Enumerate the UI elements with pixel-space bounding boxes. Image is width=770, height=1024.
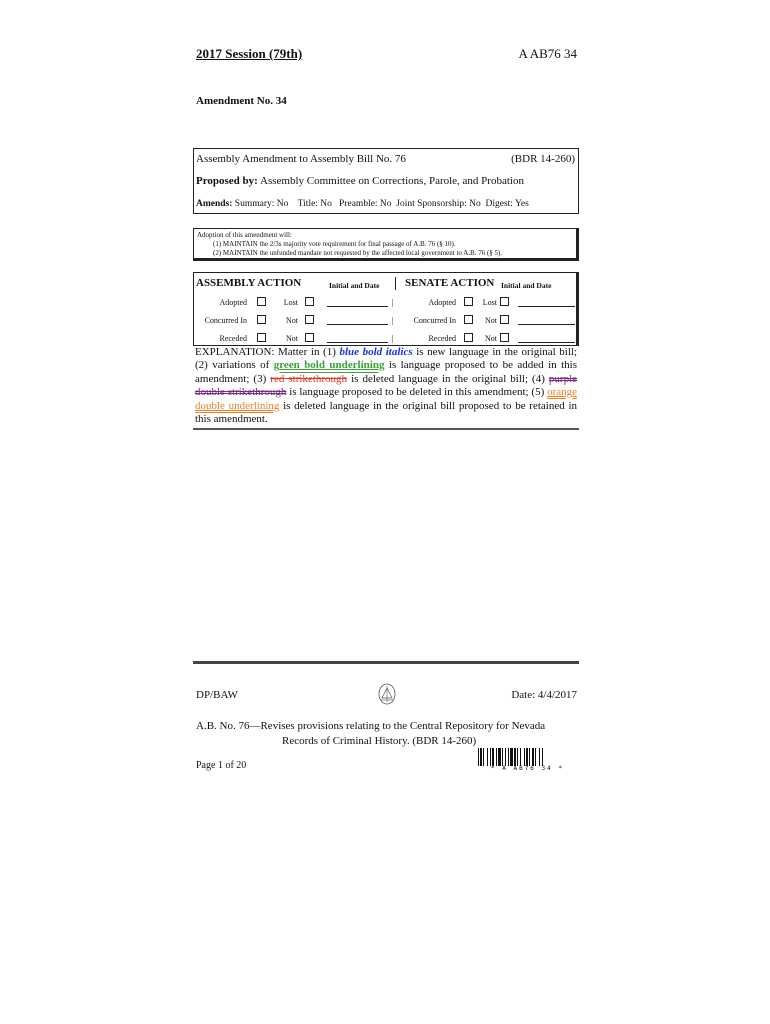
assembly-concurred-checkbox[interactable]	[257, 315, 266, 324]
senate-action-title: SENATE ACTION	[405, 277, 495, 289]
state-seal-icon	[377, 682, 397, 706]
assembly-receded-checkbox[interactable]	[257, 333, 266, 342]
barcode-icon	[478, 748, 577, 766]
explanation-text: is deleted language in the original bill; (4)	[347, 372, 549, 385]
senate-row-not2-label: Not	[485, 334, 497, 343]
senate-lost-checkbox[interactable]	[500, 297, 509, 306]
drafter-initials: DP/BAW	[196, 689, 238, 701]
assembly-not2-checkbox[interactable]	[305, 333, 314, 342]
senate-row-adopted-label: Adopted	[428, 298, 456, 307]
senate-row-concurred-label: Concurred In	[413, 316, 456, 325]
action-table	[193, 272, 579, 346]
summary-line-2: Records of Criminal History. (BDR 14-260)	[282, 735, 477, 747]
senate-initial-line[interactable]	[518, 306, 575, 307]
assembly-initial-line[interactable]	[327, 342, 388, 343]
senate-initial-line[interactable]	[518, 342, 575, 343]
amends-label: Amends:	[196, 199, 233, 209]
senate-initial-line[interactable]	[518, 324, 575, 325]
explanation-paragraph	[195, 346, 577, 426]
explanation-text: is language proposed to be deleted in this amendment; (5)	[286, 386, 548, 399]
proposed-by	[196, 175, 524, 187]
row-separator: |	[392, 316, 394, 325]
footer-rule	[193, 661, 579, 664]
explanation-text: is language proposed to be added in this amendment; (3)	[195, 359, 577, 385]
blue-bold-italics-sample: blue bold italics	[339, 346, 413, 358]
explanation-text: EXPLANATION: Matter in (1)	[195, 346, 340, 358]
assembly-lost-checkbox[interactable]	[305, 297, 314, 306]
adoption-item-2: (2) MAINTAIN the unfunded mandate not requested by the affected local government to A.B. 76 (§ 5).	[213, 249, 503, 257]
bill-info-box	[193, 148, 579, 214]
assembly-row-receded-label: Receded	[219, 334, 247, 343]
action-divider	[395, 277, 396, 290]
assembly-initial-line[interactable]	[327, 306, 388, 307]
amendment-date: Date: 4/4/2017	[511, 689, 577, 701]
row-separator: |	[392, 298, 394, 307]
assembly-action-title: ASSEMBLY ACTION	[196, 277, 302, 289]
purple-double-strikethrough-sample: purple double strikethrough	[195, 372, 578, 399]
page-number: Page 1 of 20	[196, 760, 247, 771]
amendment-number: Amendment No. 34	[196, 95, 287, 107]
amendment-code: A AB76 34	[518, 46, 577, 61]
barcode-text: * A AB76 34 *	[491, 765, 564, 772]
assembly-not-checkbox[interactable]	[305, 315, 314, 324]
senate-initial-date-label: Initial and Date	[501, 281, 552, 290]
senate-row-not-label: Not	[485, 316, 497, 325]
explanation-text: is deleted language in the original bill proposed to be retained in this amendment.	[195, 399, 578, 426]
assembly-initial-date-label: Initial and Date	[329, 281, 380, 290]
explanation-text: is new language in the original bill; (2) variations of	[195, 346, 577, 372]
assembly-initial-line[interactable]	[327, 324, 388, 325]
assembly-row-not2-label: Not	[286, 334, 298, 343]
assembly-row-adopted-label: Adopted	[219, 298, 247, 307]
senate-receded-checkbox[interactable]	[464, 333, 473, 342]
adoption-item-1: (1) MAINTAIN the 2/3s majority vote requirement for final passage of A.B. 76 (§ 10).	[213, 240, 456, 248]
session-title: 2017 Session (79th)	[196, 46, 303, 61]
senate-adopted-checkbox[interactable]	[464, 297, 473, 306]
row-separator: |	[392, 334, 394, 343]
bill-summary	[196, 719, 578, 749]
red-strikethrough-sample: red strikethrough	[270, 372, 348, 385]
adoption-intro: Adoption of this amendment will:	[197, 231, 292, 239]
senate-row-lost-label: Lost	[482, 298, 497, 307]
senate-row-receded-label: Receded	[428, 334, 456, 343]
amends-line	[196, 199, 529, 209]
green-underline-sample: green bold underlining	[273, 359, 385, 372]
assembly-row-lost-label: Lost	[283, 298, 298, 307]
proposed-by-value: Assembly Committee on Corrections, Parole, and Probation	[260, 175, 524, 187]
orange-double-underline-sample: orange double underlining	[195, 386, 577, 412]
bdr-number: (BDR 14-260)	[511, 153, 575, 165]
amends-value: Summary: No Title: No Preamble: No Joint Sponsorship: No Digest: Yes	[234, 199, 529, 209]
summary-line-1: A.B. No. 76—Revises provisions relating to the Central Repository for Nevada	[196, 720, 546, 732]
assembly-row-concurred-label: Concurred In	[204, 316, 247, 325]
senate-not-checkbox[interactable]	[500, 315, 509, 324]
adoption-effects-box	[193, 228, 579, 261]
proposed-by-label: Proposed by:	[196, 175, 258, 187]
bill-title: Assembly Amendment to Assembly Bill No. 76	[196, 153, 406, 165]
assembly-row-not-label: Not	[286, 316, 298, 325]
explanation-bottom-rule	[193, 428, 579, 430]
assembly-adopted-checkbox[interactable]	[257, 297, 266, 306]
senate-concurred-checkbox[interactable]	[464, 315, 473, 324]
senate-not2-checkbox[interactable]	[500, 333, 509, 342]
